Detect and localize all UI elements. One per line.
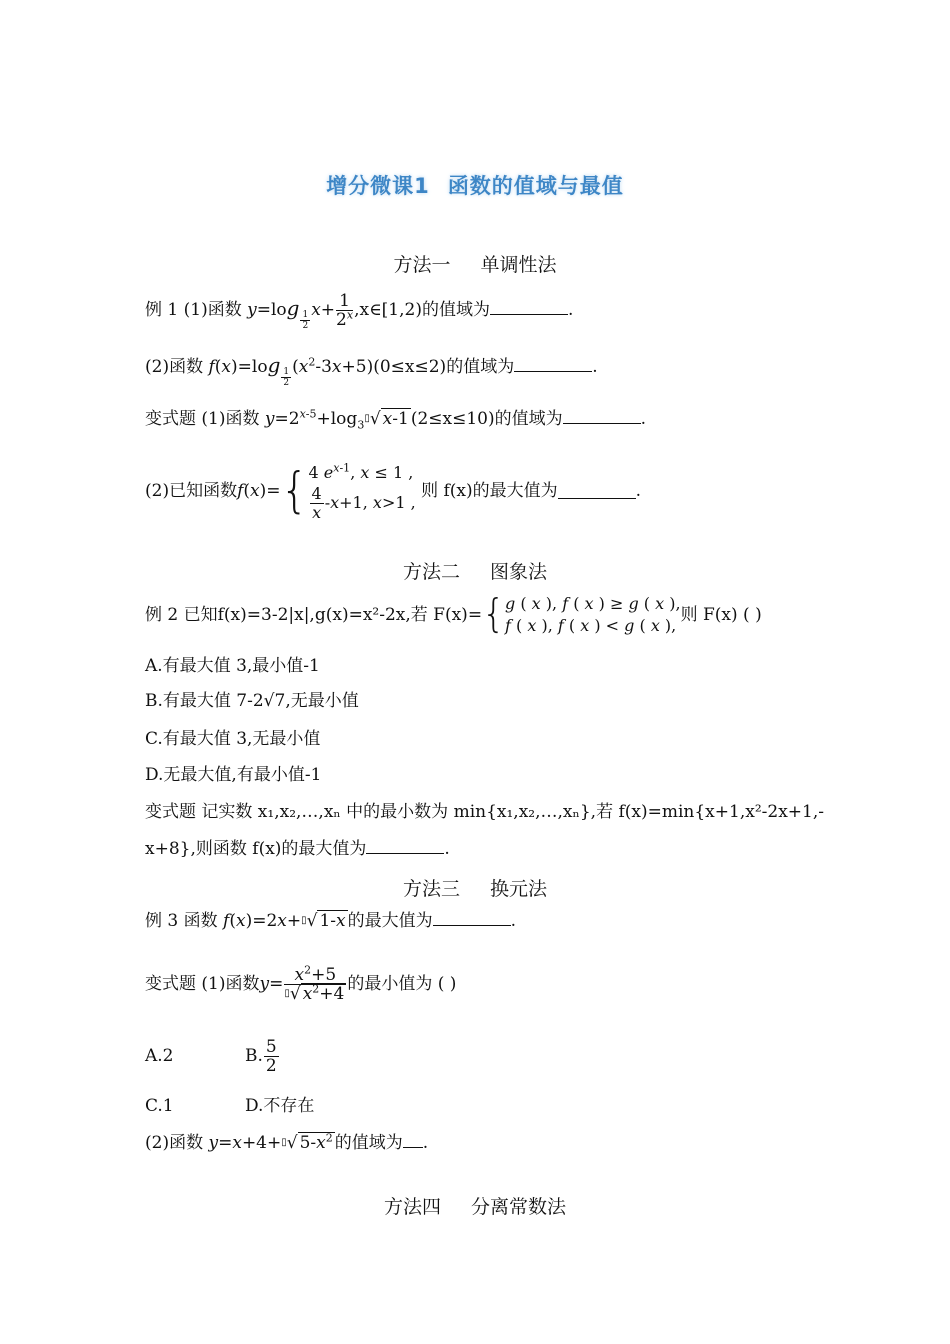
example-1-q2: (2)函数 f(x)=log $_{\frac{1}{2}}$ $(x^2-3x+5)(0\le x\le 2)$的值域为 . <box>145 353 598 388</box>
answer-blank[interactable] <box>558 484 636 499</box>
variant-2-line1 <box>145 801 824 823</box>
answer-blank[interactable] <box>366 839 444 854</box>
text: 的值域为 <box>334 1133 403 1153</box>
variant-3-q1: 变式题 (1)函数 y = $\frac{x^2+5}{^▯√ x^2+4}$ 的最小值为 ( ) <box>145 962 457 1004</box>
text: (0≤x≤2)的值域为 <box>373 357 515 377</box>
option-d[interactable]: D.不存在 <box>245 1096 315 1116</box>
method-label: 方法一 <box>393 254 451 276</box>
method-label: 方法四 <box>383 1196 441 1218</box>
answer-blank[interactable] <box>514 357 592 372</box>
variant-3-options-ab: A.2 B. $\frac{5}{2}$ <box>145 1036 277 1076</box>
option-b[interactable]: B. <box>245 1046 263 1066</box>
example-2: 例 2 已知 f(x)=3-2|x|,g(x)=x²-2x,若 F(x)= { g ( x ), f ( x ) ≥ g ( x ), f ( x ), f ( x ) < g ( x ), 则 F(x) ( ) <box>145 591 762 637</box>
text: x+8},则函数 f(x)的最大值为 <box>145 839 367 859</box>
method-3-heading <box>0 874 950 901</box>
variant-2-line2: x+8},则函数 f(x)的最大值为 . <box>145 839 450 859</box>
text: 的最小值为 ( ) <box>347 974 457 994</box>
answer-blank[interactable] <box>563 409 641 424</box>
text: 例 2 已知 <box>145 605 218 625</box>
option-a[interactable]: A.2 <box>145 1046 174 1066</box>
option-d[interactable]: D.无最大值,有最小值-1 <box>145 765 322 785</box>
example-3: 例 3 函数 f(x)=2x+▯√ 1-x 的最大值为 . <box>145 911 517 931</box>
method-2-heading <box>0 557 950 584</box>
option-a[interactable]: A.有最大值 3,最小值-1 <box>145 656 320 676</box>
text: 变式题 (1)函数 <box>145 974 260 994</box>
text: (2)函数 <box>145 1133 209 1153</box>
page-title <box>0 170 950 200</box>
method-label: 方法三 <box>402 878 460 900</box>
text: f(x)=3-2|x|,g(x)=x²-2x,若 F(x)= <box>217 605 483 625</box>
answer-blank[interactable] <box>490 300 568 315</box>
text: 则 f(x)的最大值为 <box>421 481 558 501</box>
method-name: 单调性法 <box>480 254 557 276</box>
variant-3-options-cd <box>145 1095 314 1117</box>
method-name: 换元法 <box>490 878 548 900</box>
title-left: 增分微课1 <box>326 174 430 198</box>
text: 例 1 (1)函数 <box>145 300 248 320</box>
text: 的最大值为 <box>347 911 433 931</box>
text: (2≤x≤10)的值域为 <box>410 409 563 429</box>
variant-1-q2: (2)已知函数 f ( x )= { 4 $e^{x-1}$, x ≤ 1 , $\frac{4}{x}$ -x+1, x>1 , 则 f(x)的最大值为 . <box>145 461 642 522</box>
option-c[interactable]: C.有最大值 3,无最小值 <box>145 729 321 749</box>
text: 例 3 函数 <box>145 911 224 931</box>
text: (2)函数 <box>145 357 209 377</box>
text: 变式题 (1)函数 <box>145 409 265 429</box>
option-c[interactable]: C.1 <box>145 1096 174 1116</box>
method-label: 方法二 <box>402 561 460 583</box>
variant-1-q1: 变式题 (1)函数 $y=2^{x-5}+\log_3^▯√$ x-1 (2≤x≤10)的值域为 . <box>145 407 647 432</box>
method-name: 图象法 <box>490 561 548 583</box>
answer-blank[interactable] <box>433 911 511 926</box>
option-b[interactable]: B.有最大值 7-2√7,无最小值 <box>145 691 359 711</box>
text: (2)已知函数 <box>145 481 238 501</box>
title-right: 函数的值域与最值 <box>447 174 624 198</box>
method-name: 分离常数法 <box>471 1196 567 1218</box>
text: 变式题 记实数 x₁,x₂,…,xₙ 中的最小数为 min{x₁,x₂,…,xₙ},若 f(x)=min{x+1,x²-2x+1,- <box>145 802 824 822</box>
variant-3-q2: (2)函数 y=x+4+▯√ $5-x^2$ 的值域为 . <box>145 1131 429 1153</box>
answer-blank[interactable] <box>403 1133 423 1148</box>
example-1-q1: 例 1 (1)函数 y=log $_{\frac{1}{2}}$ x+ $\frac{1}{2^x}$ ,x∈[1,2)的值域为 . <box>145 291 574 331</box>
method-1-heading <box>0 250 950 277</box>
text: 则 F(x) ( ) <box>680 605 762 625</box>
text: ,x∈[1,2)的值域为 <box>354 300 490 320</box>
method-4-heading <box>0 1192 950 1219</box>
